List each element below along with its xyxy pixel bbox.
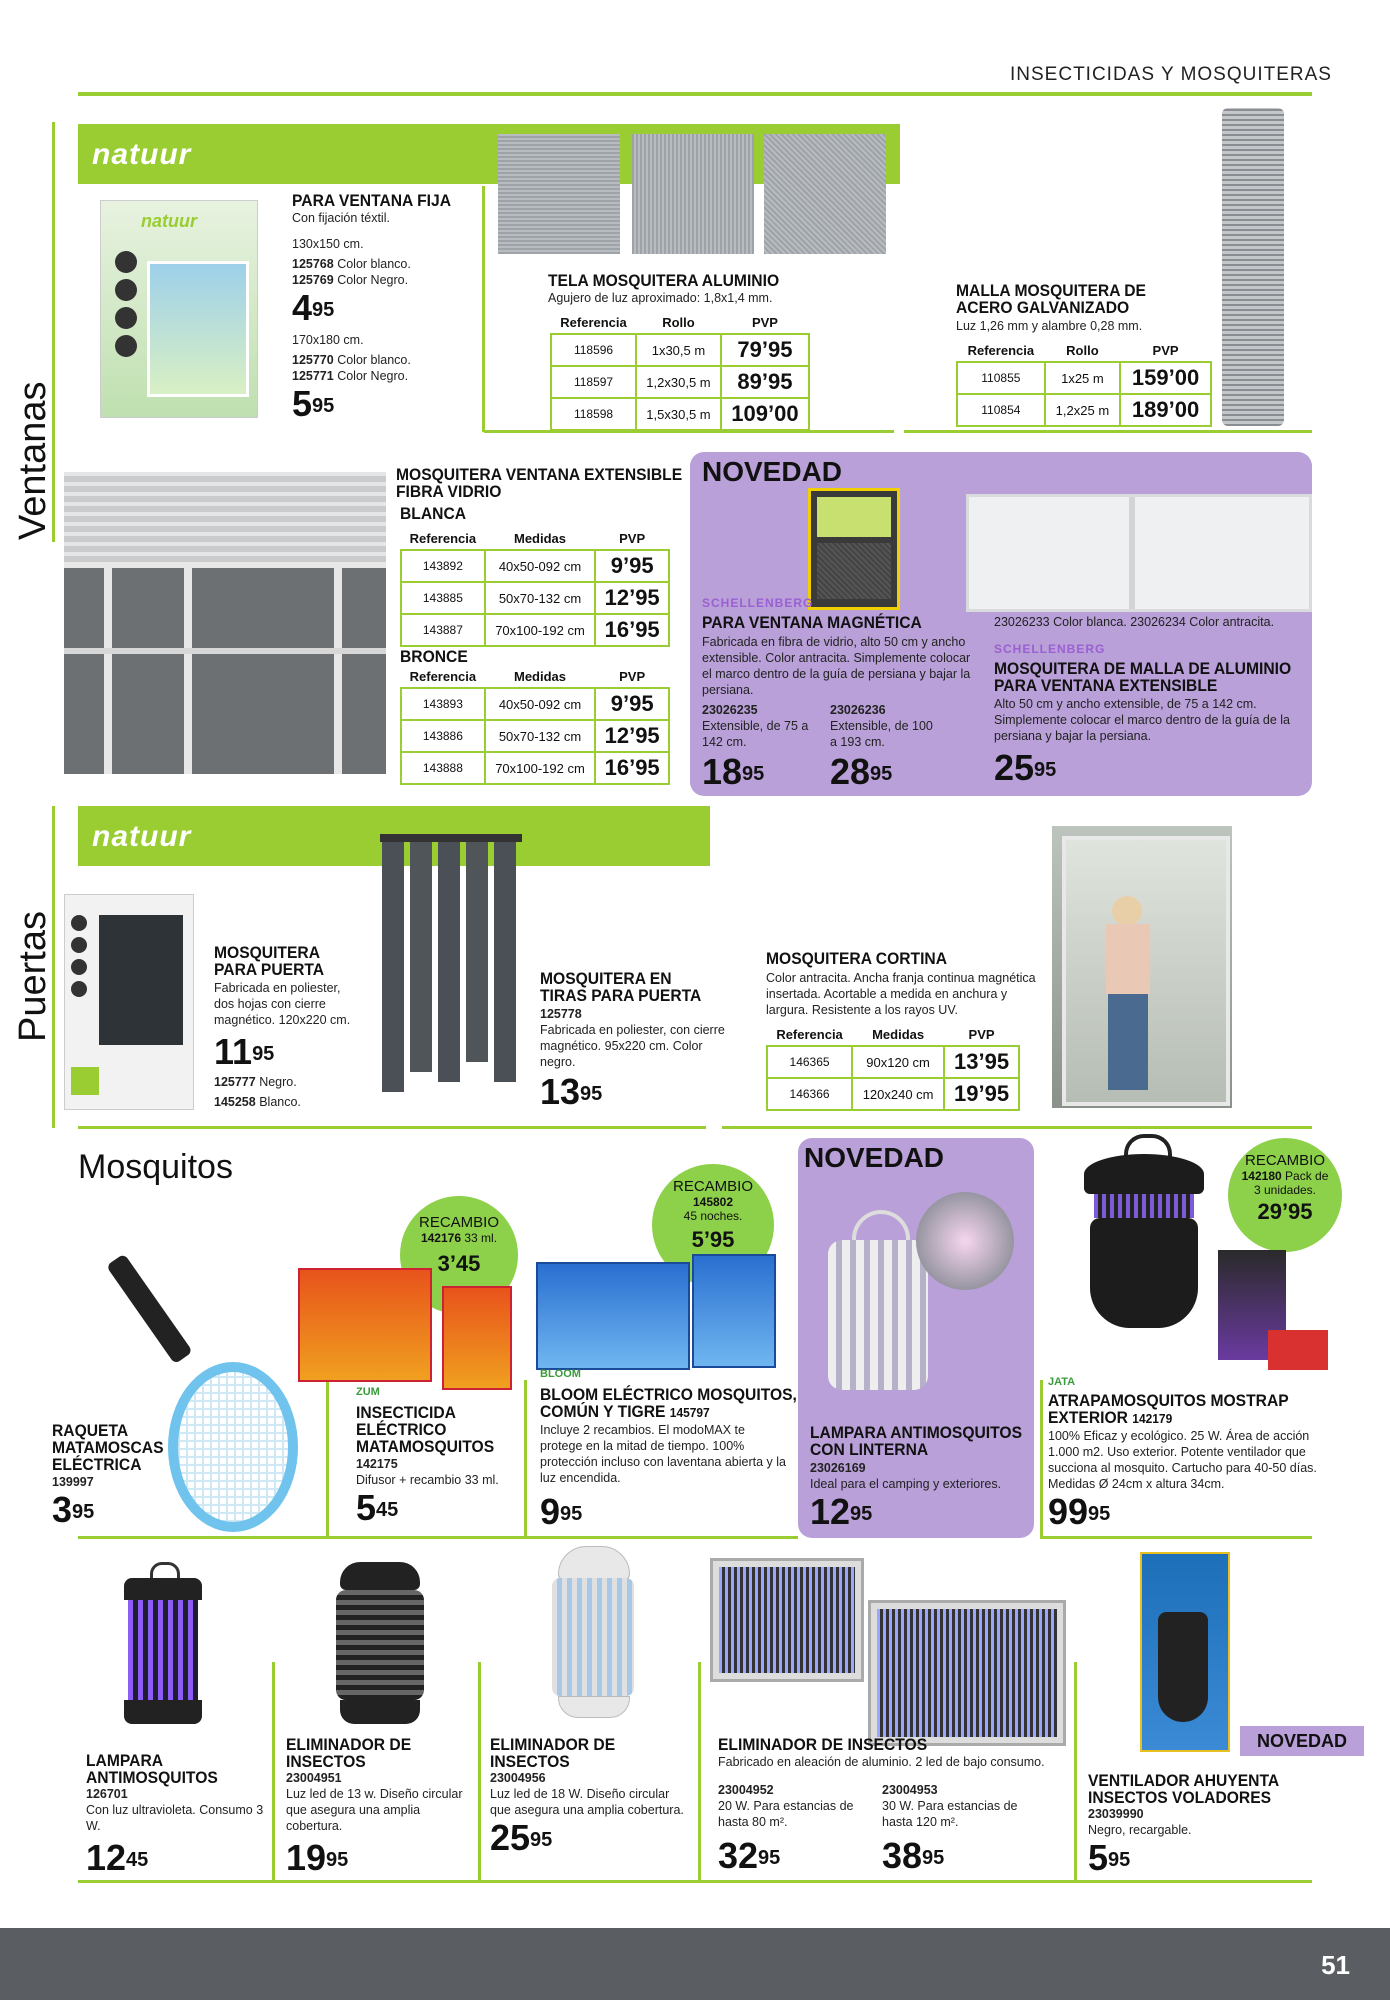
lampara-image xyxy=(120,1562,206,1734)
extensible-title1: MOSQUITERA VENTANA EXTENSIBLE xyxy=(396,465,683,484)
elim20-image xyxy=(710,1558,864,1682)
table-row: 110855 1x25 m 159’00 xyxy=(957,362,1211,394)
ventana-fija-title: PARA VENTANA FIJA xyxy=(292,191,452,210)
divider xyxy=(484,430,894,433)
mostrap-price: $99^{95}$ xyxy=(1048,1491,1111,1532)
puerta-title1: MOSQUITERA xyxy=(214,943,321,962)
zum-ref: 142175 xyxy=(356,1457,398,1471)
mostrap-refill-image xyxy=(1218,1240,1338,1380)
puerta-ref1-line: 125777 Negro. xyxy=(214,1075,297,1089)
col-header: Referencia xyxy=(560,315,627,330)
bloom-recambio-badge: RECAMBIO 145802 45 noches. 5’95 xyxy=(652,1164,774,1286)
lampara-desc: Con luz ultravioleta. Consumo 3 W. xyxy=(86,1803,264,1833)
elim30-image xyxy=(868,1600,1066,1746)
table-row: 143885 50x70-132 cm 12’95 xyxy=(401,582,669,614)
natuur-logo: natuur xyxy=(92,138,192,171)
table-row: 143888 70x100-192 cm 16’95 xyxy=(401,752,669,784)
tiras-desc: Fabricada en poliester, con cierre magnético. 95x220 cm. Color negro. xyxy=(540,1023,725,1069)
elim18-image xyxy=(550,1546,636,1718)
raqueta-price: $3^{95}$ xyxy=(52,1489,95,1530)
racket-image xyxy=(96,1266,316,1516)
extensible-bronce-label: BRONCE xyxy=(400,647,468,666)
table-row: 143886 50x70-132 cm 12’95 xyxy=(401,720,669,752)
elim13-desc: Luz led de 13 w. Diseño circular que asegura una amplia cobertura. xyxy=(286,1787,463,1833)
malla-aluminio-title1: MOSQUITERA DE MALLA DE ALUMINIO xyxy=(994,659,1292,678)
elim18-title2: INSECTOS xyxy=(490,1752,570,1771)
ventana-fija-product-image: natuur xyxy=(100,200,258,418)
elim18-ref: 23004956 xyxy=(490,1771,546,1785)
ventana-fija-ref2a-line: 125770 Color blanco. xyxy=(292,353,411,367)
ventana-fija-price2: $5^{95}$ xyxy=(292,383,335,424)
zum-product-image xyxy=(298,1268,514,1388)
zum-title1: INSECTICIDA xyxy=(356,1403,456,1422)
header-rule xyxy=(78,92,1312,96)
raqueta-title2: MATAMOSCAS xyxy=(52,1438,164,1457)
ventana-fija-ref1b-line: 125769 Color Negro. xyxy=(292,273,409,287)
tela-aluminio-table xyxy=(550,312,810,431)
extensible-title2: FIBRA VIDRIO xyxy=(396,482,502,501)
divider xyxy=(78,1126,706,1129)
ventilador-novedad-badge: NOVEDAD xyxy=(1240,1726,1364,1756)
section-title: INSECTICIDAS Y MOSQUITERAS xyxy=(1010,64,1332,85)
zum-desc: Difusor + recambio 33 ml. xyxy=(356,1473,499,1487)
divider xyxy=(722,1126,1312,1129)
divider xyxy=(904,430,1312,433)
col-header: PVP xyxy=(619,669,646,684)
extensible-blanca-table xyxy=(400,528,670,647)
bloom-desc: Incluye 2 recambios. El modoMAX te protege en la mitad de tiempo. 100% protección incluso con laventana abierta y la luz encendida. xyxy=(540,1423,786,1485)
ventilador-ref: 23039990 xyxy=(1088,1807,1144,1821)
mosquitos-heading: Mosquitos xyxy=(78,1148,233,1186)
page-number: 51 xyxy=(1321,1950,1350,1980)
col-header: Referencia xyxy=(967,343,1035,358)
col-header: Referencia xyxy=(776,1027,843,1042)
puerta-title2: PARA PUERTA xyxy=(214,960,325,979)
bloom-price: $9^{95}$ xyxy=(540,1491,583,1532)
divider xyxy=(78,1880,1312,1883)
ventana-fija-price1: $4^{95}$ xyxy=(292,287,335,328)
divider xyxy=(1040,1380,1043,1536)
table-row: 143887 70x100-192 cm 16’95 xyxy=(401,614,669,646)
bloom-brand: BLOOM xyxy=(540,1368,581,1380)
aluminio-screen-image xyxy=(966,494,1312,612)
zum-recambio-badge: RECAMBIO 142176 33 ml. 3’45 xyxy=(400,1196,518,1314)
divider xyxy=(1040,1536,1312,1539)
extensible-window-image xyxy=(64,472,386,774)
novedad-label: NOVEDAD xyxy=(702,456,843,487)
col-header: Medidas xyxy=(514,531,567,546)
raqueta-title3: ELÉCTRICA xyxy=(52,1455,142,1474)
col-header: Medidas xyxy=(872,1027,925,1042)
table-row: 118596 1x30,5 m 79’95 xyxy=(551,334,809,366)
puerta-desc: Fabricada en poliester, dos hojas con cierre magnético. 120x220 cm. xyxy=(214,981,351,1027)
col-header: Rollo xyxy=(662,315,695,330)
linterna-desc: Ideal para el camping y exteriores. xyxy=(810,1477,1002,1491)
mostrap-trap-image xyxy=(1074,1134,1214,1364)
ventilador-title2: INSECTOS VOLADORES xyxy=(1088,1788,1272,1807)
col-header: PVP xyxy=(619,531,646,546)
table-row: 118597 1,2x30,5 m 89’95 xyxy=(551,366,809,398)
tiras-title1: MOSQUITERA EN xyxy=(540,969,672,988)
col-header: Referencia xyxy=(409,531,477,546)
tiras-title2: TIRAS PARA PUERTA xyxy=(540,986,702,1005)
col-header: Medidas xyxy=(514,669,567,684)
puerta-package-image xyxy=(64,894,194,1110)
divider xyxy=(272,1662,275,1880)
puerta-ref2-line: 145258 Blanco. xyxy=(214,1095,301,1109)
ventana-fija-ref1a-line: 125768 Color blanco. xyxy=(292,257,411,271)
elim13-image xyxy=(330,1562,430,1730)
raqueta-ref: 139997 xyxy=(52,1475,94,1489)
magnetic-screen-package-image xyxy=(808,488,900,610)
zum-title3: MATAMOSQUITOS xyxy=(356,1437,495,1456)
magnetica-price1: $18^{95}$ xyxy=(702,751,765,792)
natuur-logo: natuur xyxy=(92,820,192,853)
lampara-title1: LAMPARA xyxy=(86,1751,164,1770)
elim13-ref: 23004951 xyxy=(286,1771,342,1785)
elim-alu-ref2: 23004953 xyxy=(882,1783,938,1797)
ventilador-desc: Negro, recargable. xyxy=(1088,1823,1192,1837)
magnetica-brand: SCHELLENBERG xyxy=(702,596,814,610)
divider xyxy=(1074,1662,1077,1880)
elim-alu-ref1-desc: 20 W. Para estancias de hasta 80 m². xyxy=(718,1799,854,1829)
bloom-title1: BLOOM ELÉCTRICO MOSQUITOS, xyxy=(540,1385,797,1404)
tiras-curtain-image xyxy=(380,820,522,1100)
table-row: 146366 120x240 cm 19’95 xyxy=(767,1078,1019,1110)
novedad-label: NOVEDAD xyxy=(804,1142,945,1173)
mostrap-recambio-badge: RECAMBIO 142180 Pack de 3 unidades. 29’95 xyxy=(1228,1138,1342,1252)
page-footer xyxy=(0,1928,1390,2000)
magnetica-ref2: 23026236 xyxy=(830,703,886,717)
elim18-desc: Luz led de 18 W. Diseño circular que asegura una amplia cobertura. xyxy=(490,1787,684,1817)
mesh-swatch-image xyxy=(498,134,620,254)
table-row: 110854 1,2x25 m 189’00 xyxy=(957,394,1211,426)
mesh-swatch-image xyxy=(632,134,754,254)
col-header: PVP xyxy=(1152,343,1179,358)
elim18-price: $25^{95}$ xyxy=(490,1817,553,1858)
ventana-fija-ref2b-line: 125771 Color Negro. xyxy=(292,369,409,383)
ventana-fija-size2: 170x180 cm. xyxy=(292,333,364,347)
mesh-roll-image xyxy=(1222,108,1284,426)
cortina-door-image xyxy=(1052,826,1232,1108)
ventilador-price: $5^{95}$ xyxy=(1088,1837,1131,1878)
cortina-desc: Color antracita. Ancha franja continua magnética insertada. Acortable a medida en anchura y largura. Resistente a los rayos UV. xyxy=(766,971,1036,1017)
table-row: 143893 40x50-092 cm 9’95 xyxy=(401,688,669,720)
elim-alu-price2: $38^{95}$ xyxy=(882,1835,945,1876)
elim-alu-price1: $32^{95}$ xyxy=(718,1835,781,1876)
malla-acero-title1: MALLA MOSQUITERA DE xyxy=(956,281,1146,300)
linterna-price: $12^{95}$ xyxy=(810,1491,873,1532)
zum-brand: ZUM xyxy=(356,1386,380,1398)
divider xyxy=(524,1380,527,1536)
divider xyxy=(698,1662,701,1880)
zum-title2: ELÉCTRICO xyxy=(356,1420,447,1439)
divider xyxy=(482,186,485,432)
mostrap-desc: 100% Eficaz y ecológico. 25 W. Área de acción 1.000 m2. Uso exterior. Potente ventilador que succiona al mosquito. Cartucho para 40-50 días. Medidas Ø 24cm x altura 34cm. xyxy=(1048,1429,1317,1491)
table-row: 118598 1,5x30,5 m 109’00 xyxy=(551,398,809,430)
puertas-label: Puertas xyxy=(12,911,54,1042)
tela-aluminio-desc: Agujero de luz aproximado: 1,8x1,4 mm. xyxy=(548,291,773,305)
tiras-ref: 125778 xyxy=(540,1007,582,1021)
lampara-title2: ANTIMOSQUITOS xyxy=(86,1768,218,1787)
elim-alu-title: ELIMINADOR DE INSECTOS xyxy=(718,1735,928,1754)
col-header: PVP xyxy=(968,1027,995,1042)
ventilador-title1: VENTILADOR AHUYENTA xyxy=(1088,1771,1280,1790)
magnetica-ref2-desc: Extensible, de 100 a 193 cm. xyxy=(830,719,933,749)
divider xyxy=(78,1536,798,1539)
cortina-table xyxy=(766,1024,1020,1111)
magnetica-ref1: 23026235 xyxy=(702,703,758,717)
linterna-title2: CON LINTERNA xyxy=(810,1440,929,1459)
table-row: 143892 40x50-092 cm 9’95 xyxy=(401,550,669,582)
linterna-title1: LAMPARA ANTIMOSQUITOS xyxy=(810,1423,1023,1442)
malla-acero-desc: Luz 1,26 mm y alambre 0,28 mm. xyxy=(956,319,1143,333)
elim18-title1: ELIMINADOR DE xyxy=(490,1735,616,1754)
bloom-title2-line: COMÚN Y TIGRE 145797 xyxy=(540,1402,710,1421)
elim-alu-ref1: 23004952 xyxy=(718,1783,774,1797)
table-row: 146365 90x120 cm 13’95 xyxy=(767,1046,1019,1078)
malla-aluminio-desc: Alto 50 cm y ancho extensible, de 75 a 142 cm. Simplemente colocar el marco dentro de la guía de la persiana y bajar la persiana. xyxy=(994,697,1290,743)
ventana-fija-desc: Con fijación téxtil. xyxy=(292,211,390,225)
malla-acero-table xyxy=(956,340,1212,427)
magnetica-price2: $28^{95}$ xyxy=(830,751,893,792)
linterna-lamp-image xyxy=(828,1192,1028,1412)
malla-aluminio-title2: PARA VENTANA EXTENSIBLE xyxy=(994,676,1218,695)
zum-price: $5^{45}$ xyxy=(356,1487,399,1528)
mostrap-brand: JATA xyxy=(1048,1376,1076,1388)
ventanas-label: Ventanas xyxy=(12,381,54,540)
col-header: Rollo xyxy=(1066,343,1099,358)
malla-aluminio-refs: 23026233 Color blanca. 23026234 Color antracita. xyxy=(994,615,1275,629)
cortina-title: MOSQUITERA CORTINA xyxy=(766,949,948,968)
lampara-price: $12^{45}$ xyxy=(86,1837,149,1878)
extensible-blanca-label: BLANCA xyxy=(400,504,467,523)
col-header: PVP xyxy=(751,315,778,330)
mostrap-title2-line: EXTERIOR 142179 xyxy=(1048,1408,1173,1427)
malla-aluminio-brand: SCHELLENBERG xyxy=(994,642,1106,656)
malla-acero-title2: ACERO GALVANIZADO xyxy=(956,298,1130,317)
magnetica-ref1-desc: Extensible, de 75 a 142 cm. xyxy=(702,719,809,749)
tiras-price: $13^{95}$ xyxy=(540,1071,603,1112)
raqueta-title1: RAQUETA xyxy=(52,1421,129,1440)
elim13-price: $19^{95}$ xyxy=(286,1837,349,1878)
malla-aluminio-price: $25^{95}$ xyxy=(994,747,1057,788)
extensible-bronce-table xyxy=(400,666,670,785)
elim-alu-ref2-desc: 30 W. Para estancias de hasta 120 m². xyxy=(882,1799,1018,1829)
ventana-fija-size1: 130x150 cm. xyxy=(292,237,364,251)
elim13-title2: INSECTOS xyxy=(286,1752,366,1771)
puerta-price: $11^{95}$ xyxy=(214,1031,275,1072)
bloom-product-image xyxy=(536,1262,776,1372)
ventilador-image xyxy=(1140,1552,1226,1752)
linterna-ref: 23026169 xyxy=(810,1461,866,1475)
tela-aluminio-title: TELA MOSQUITERA ALUMINIO xyxy=(548,271,780,290)
elim-alu-desc: Fabricado en aleación de aluminio. 2 led de bajo consumo. xyxy=(718,1755,1045,1769)
divider xyxy=(478,1662,481,1880)
divider xyxy=(326,1380,329,1536)
mostrap-title1: ATRAPAMOSQUITOS MOSTRAP xyxy=(1048,1391,1289,1410)
magnetica-title: PARA VENTANA MAGNÉTICA xyxy=(702,613,922,632)
elim13-title1: ELIMINADOR DE xyxy=(286,1735,412,1754)
lampara-ref: 126701 xyxy=(86,1787,128,1801)
mesh-swatch-image xyxy=(764,134,886,254)
magnetica-desc: Fabricada en fibra de vidrio, alto 50 cm y ancho extensible. Color antracita. Simplemente colocar el marco dentro de la guía de persiana y bajar la persiana. xyxy=(702,635,971,697)
col-header: Referencia xyxy=(409,669,477,684)
